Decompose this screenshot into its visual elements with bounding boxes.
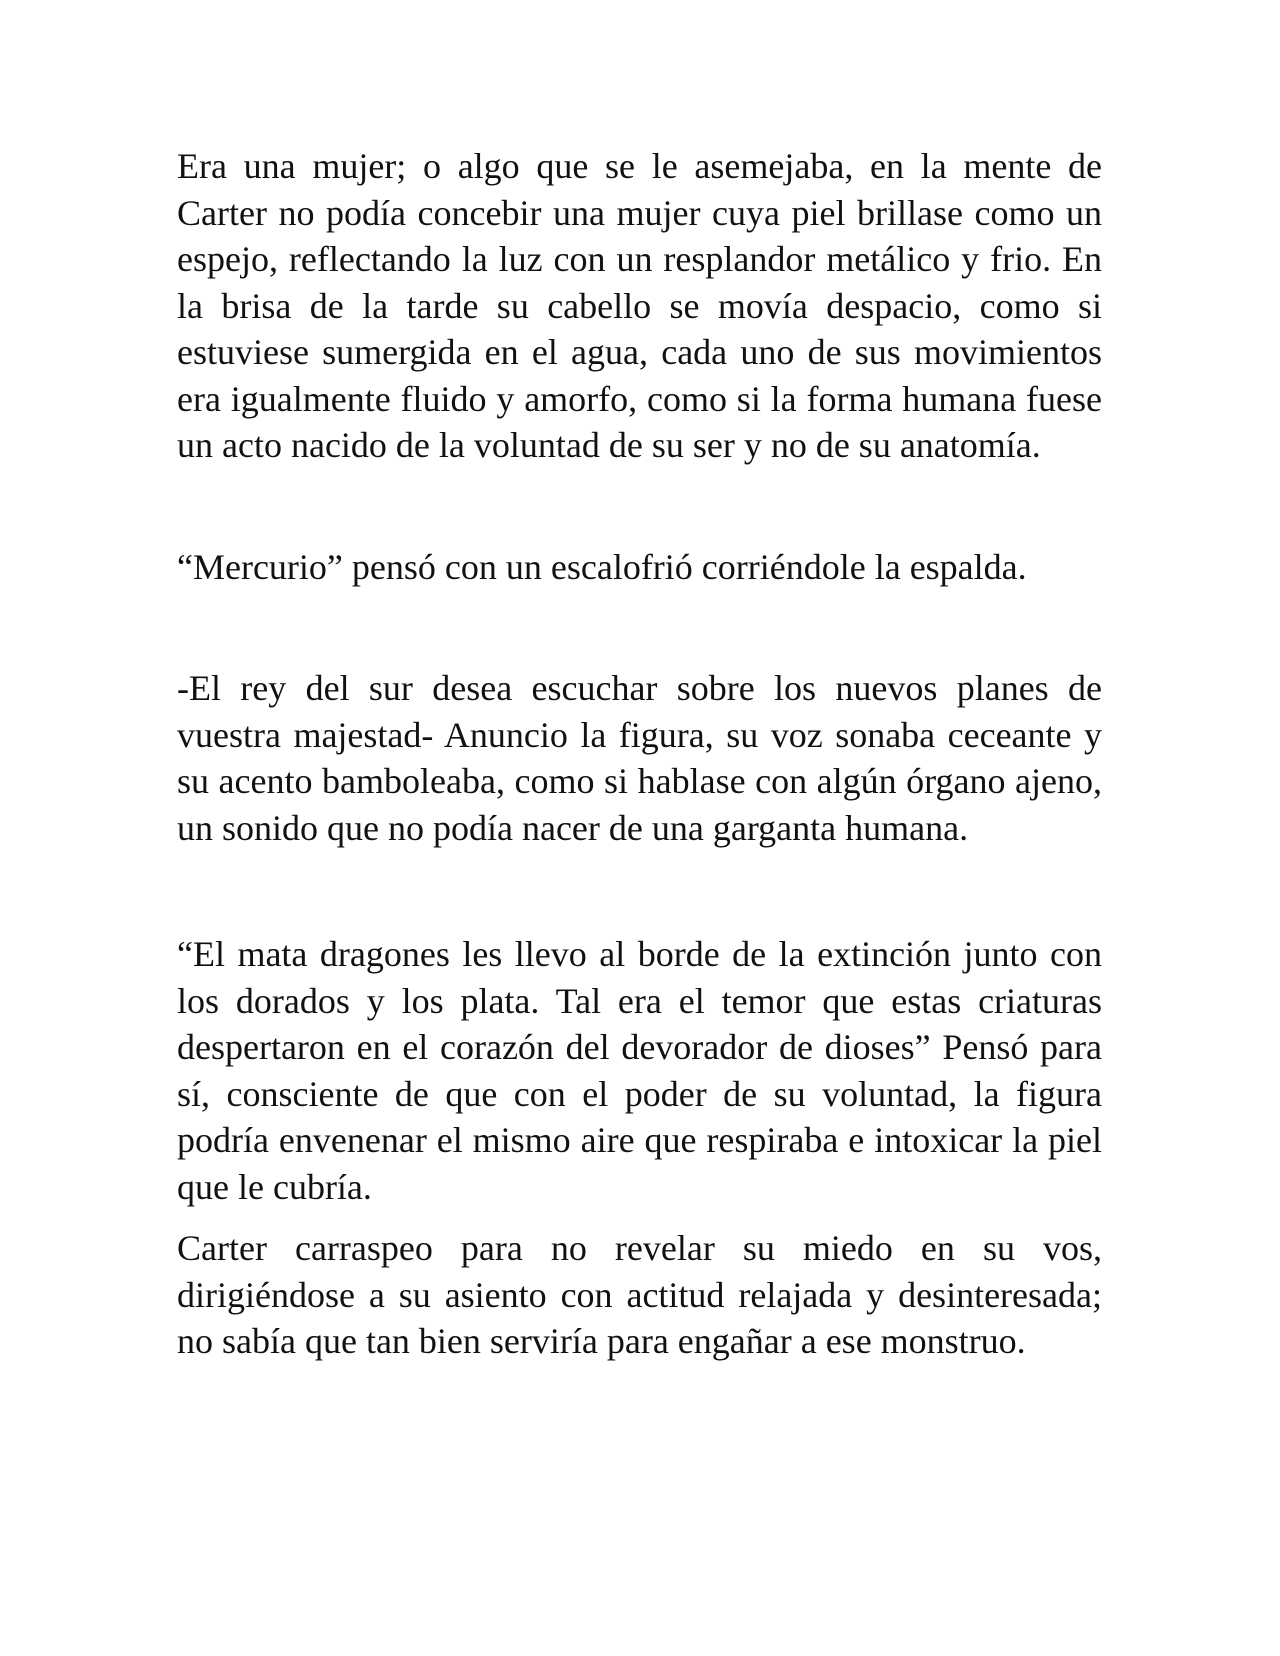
paragraph-3: -El rey del sur desea escuchar sobre los nuevos planes de vuestra majestad- Anuncio la figura, su voz sonaba ceceante y su acento bamboleaba, como si hablase con algún órgano ajeno, un sonido que no podía nacer de una garganta humana.	[177, 668, 1102, 848]
paragraph-5: Carter carraspeo para no revelar su miedo en su vos, dirigiéndose a su asiento con actitud relajada y desinteresada; no sabía que tan bien serviría para engañar a ese monstruo.	[177, 1228, 1102, 1361]
paragraph-2: “Mercurio” pensó con un escalofrió corriéndole la espalda.	[177, 546, 1027, 587]
paragraph-spacer	[177, 851, 1102, 931]
paragraph-spacer	[177, 590, 1102, 665]
paragraph-spacer	[177, 469, 1102, 544]
paragraph-1: Era una mujer; o algo que se le asemejaba, en la mente de Carter no podía concebir una mujer cuya piel brillase como un espejo, reflectando la luz con un resplandor metálico y frio. En la brisa de la tarde su cabello se movía despacio, como si estuviese sumergida en el agua, cada uno de sus movimientos era igualmente fluido y amorfo, como si la forma humana fuese un acto nacido de la voluntad de su ser y no de su anatomía.	[177, 146, 1102, 465]
paragraph-spacer	[177, 1210, 1102, 1225]
paragraph-4: “El mata dragones les llevo al borde de la extinción junto con los dorados y los plata. Tal era el temor que estas criaturas despertaron en el corazón del devorador de dioses” Pensó para sí, consciente de que con el poder de su voluntad, la figura podría envenenar el mismo aire que respiraba e intoxicar la piel que le cubría.	[177, 934, 1102, 1207]
text-body	[177, 143, 1102, 1365]
